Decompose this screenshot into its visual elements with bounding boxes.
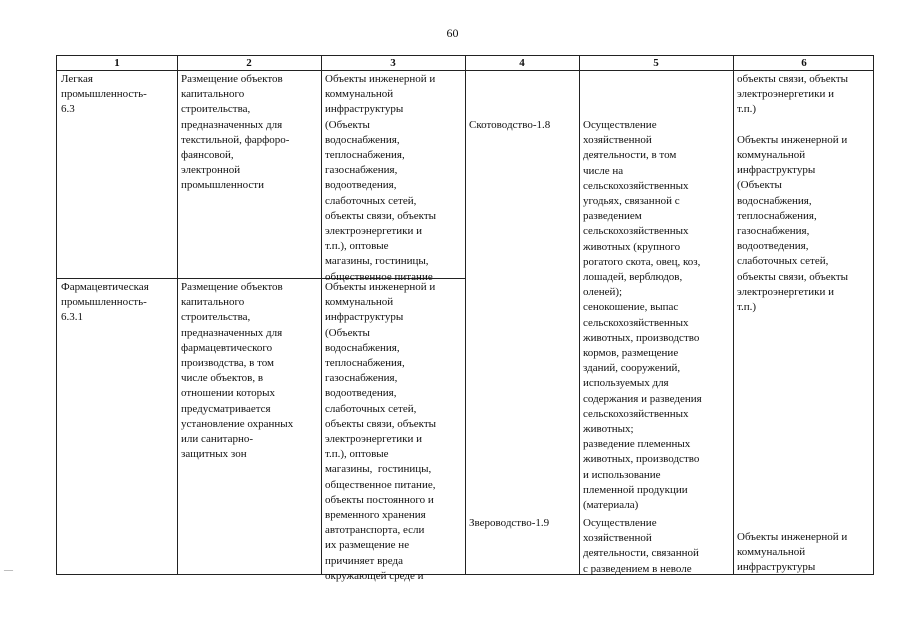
col-divider [465, 56, 466, 574]
col-divider [579, 56, 580, 574]
cell-r2-c2: Размещение объектов капитального строительства, предназначенных для фармацевтического производства, в том числе объектов, в отношении которых предусматривается установление охранных или санитарно- защитных зон [181, 281, 294, 461]
zoning-table [56, 55, 874, 582]
col-divider [177, 56, 178, 574]
cell-c4-fur: Звероводство-1.9 [469, 517, 550, 529]
header-col-3: 3 [390, 57, 396, 69]
header-col-2: 2 [246, 57, 252, 69]
col-divider [733, 56, 734, 574]
cell-c6-top: объекты связи, объекты электроэнергетики и т.п.) Объекты инженерной и коммунальной инфраструктуры (Объекты водоснабжения, теплоснабжения, газоснабжения, водоотведения, слаботочных сетей, объекты связи, объекты электроэнергетики и т.п.) [737, 73, 849, 314]
page-number: 60 [446, 26, 459, 40]
header-col-4: 4 [519, 57, 525, 69]
cell-c6-fur: Объекты инженерной и коммунальной инфраструктуры [737, 531, 848, 574]
cell-r2-c1: Фармацевтическая промышленность- 6.3.1 [61, 281, 149, 324]
header-col-5: 5 [653, 57, 659, 69]
cell-r1-c1: Легкая промышленность- 6.3 [61, 73, 147, 116]
cell-r2-c3: Объекты инженерной и коммунальной инфраструктуры (Объекты водоснабжения, теплоснабжения, газоснабжения, водоотведения, слаботочных сетей, объекты связи, объекты электроэнергетики и т.п.), оптовые магазины, гостиницы, общественное питание, объекты постоянного и временного хранения автотранспорта, если их размещение не причиняет вреда окружающей среде и [325, 281, 437, 582]
header-col-1: 1 [114, 57, 120, 69]
col-divider [321, 56, 322, 574]
cell-r1-c2: Размещение объектов капитального строительства, предназначенных для текстильной, фарфоро- фаянсовой, электронной промышленности [181, 73, 290, 192]
cell-c5-fur: Осуществление хозяйственной деятельности, связанной с разведением в неволе [583, 517, 699, 575]
cell-c4-cattle: Скотоводство-1.8 [469, 119, 551, 131]
header-col-6: 6 [801, 57, 807, 69]
cell-r1-c3: Объекты инженерной и коммунальной инфраструктуры (Объекты водоснабжения, теплоснабжения, газоснабжения, водоотведения, слаботочных сетей, объекты связи, объекты электроэнергетики и т.п.), оптовые магазины, гостиницы, общественное питание [325, 73, 437, 283]
margin-mark: — [4, 565, 13, 575]
cell-c5-cattle: Осуществление хозяйственной деятельности, в том числе на сельскохозяйственных угодьях, связанной с разведением сельскохозяйственных животных (крупного рогатого скота, овец, коз, лошадей, верблюдов, оленей); сенокошение, выпас сельскохозяйственных животных, производство кормов, размещение зданий, сооружений, используемых для содержания и разведения сельскохозяйственных животных; разведение племенных животных, производство и использование племенной продукции (материала) [583, 119, 702, 512]
